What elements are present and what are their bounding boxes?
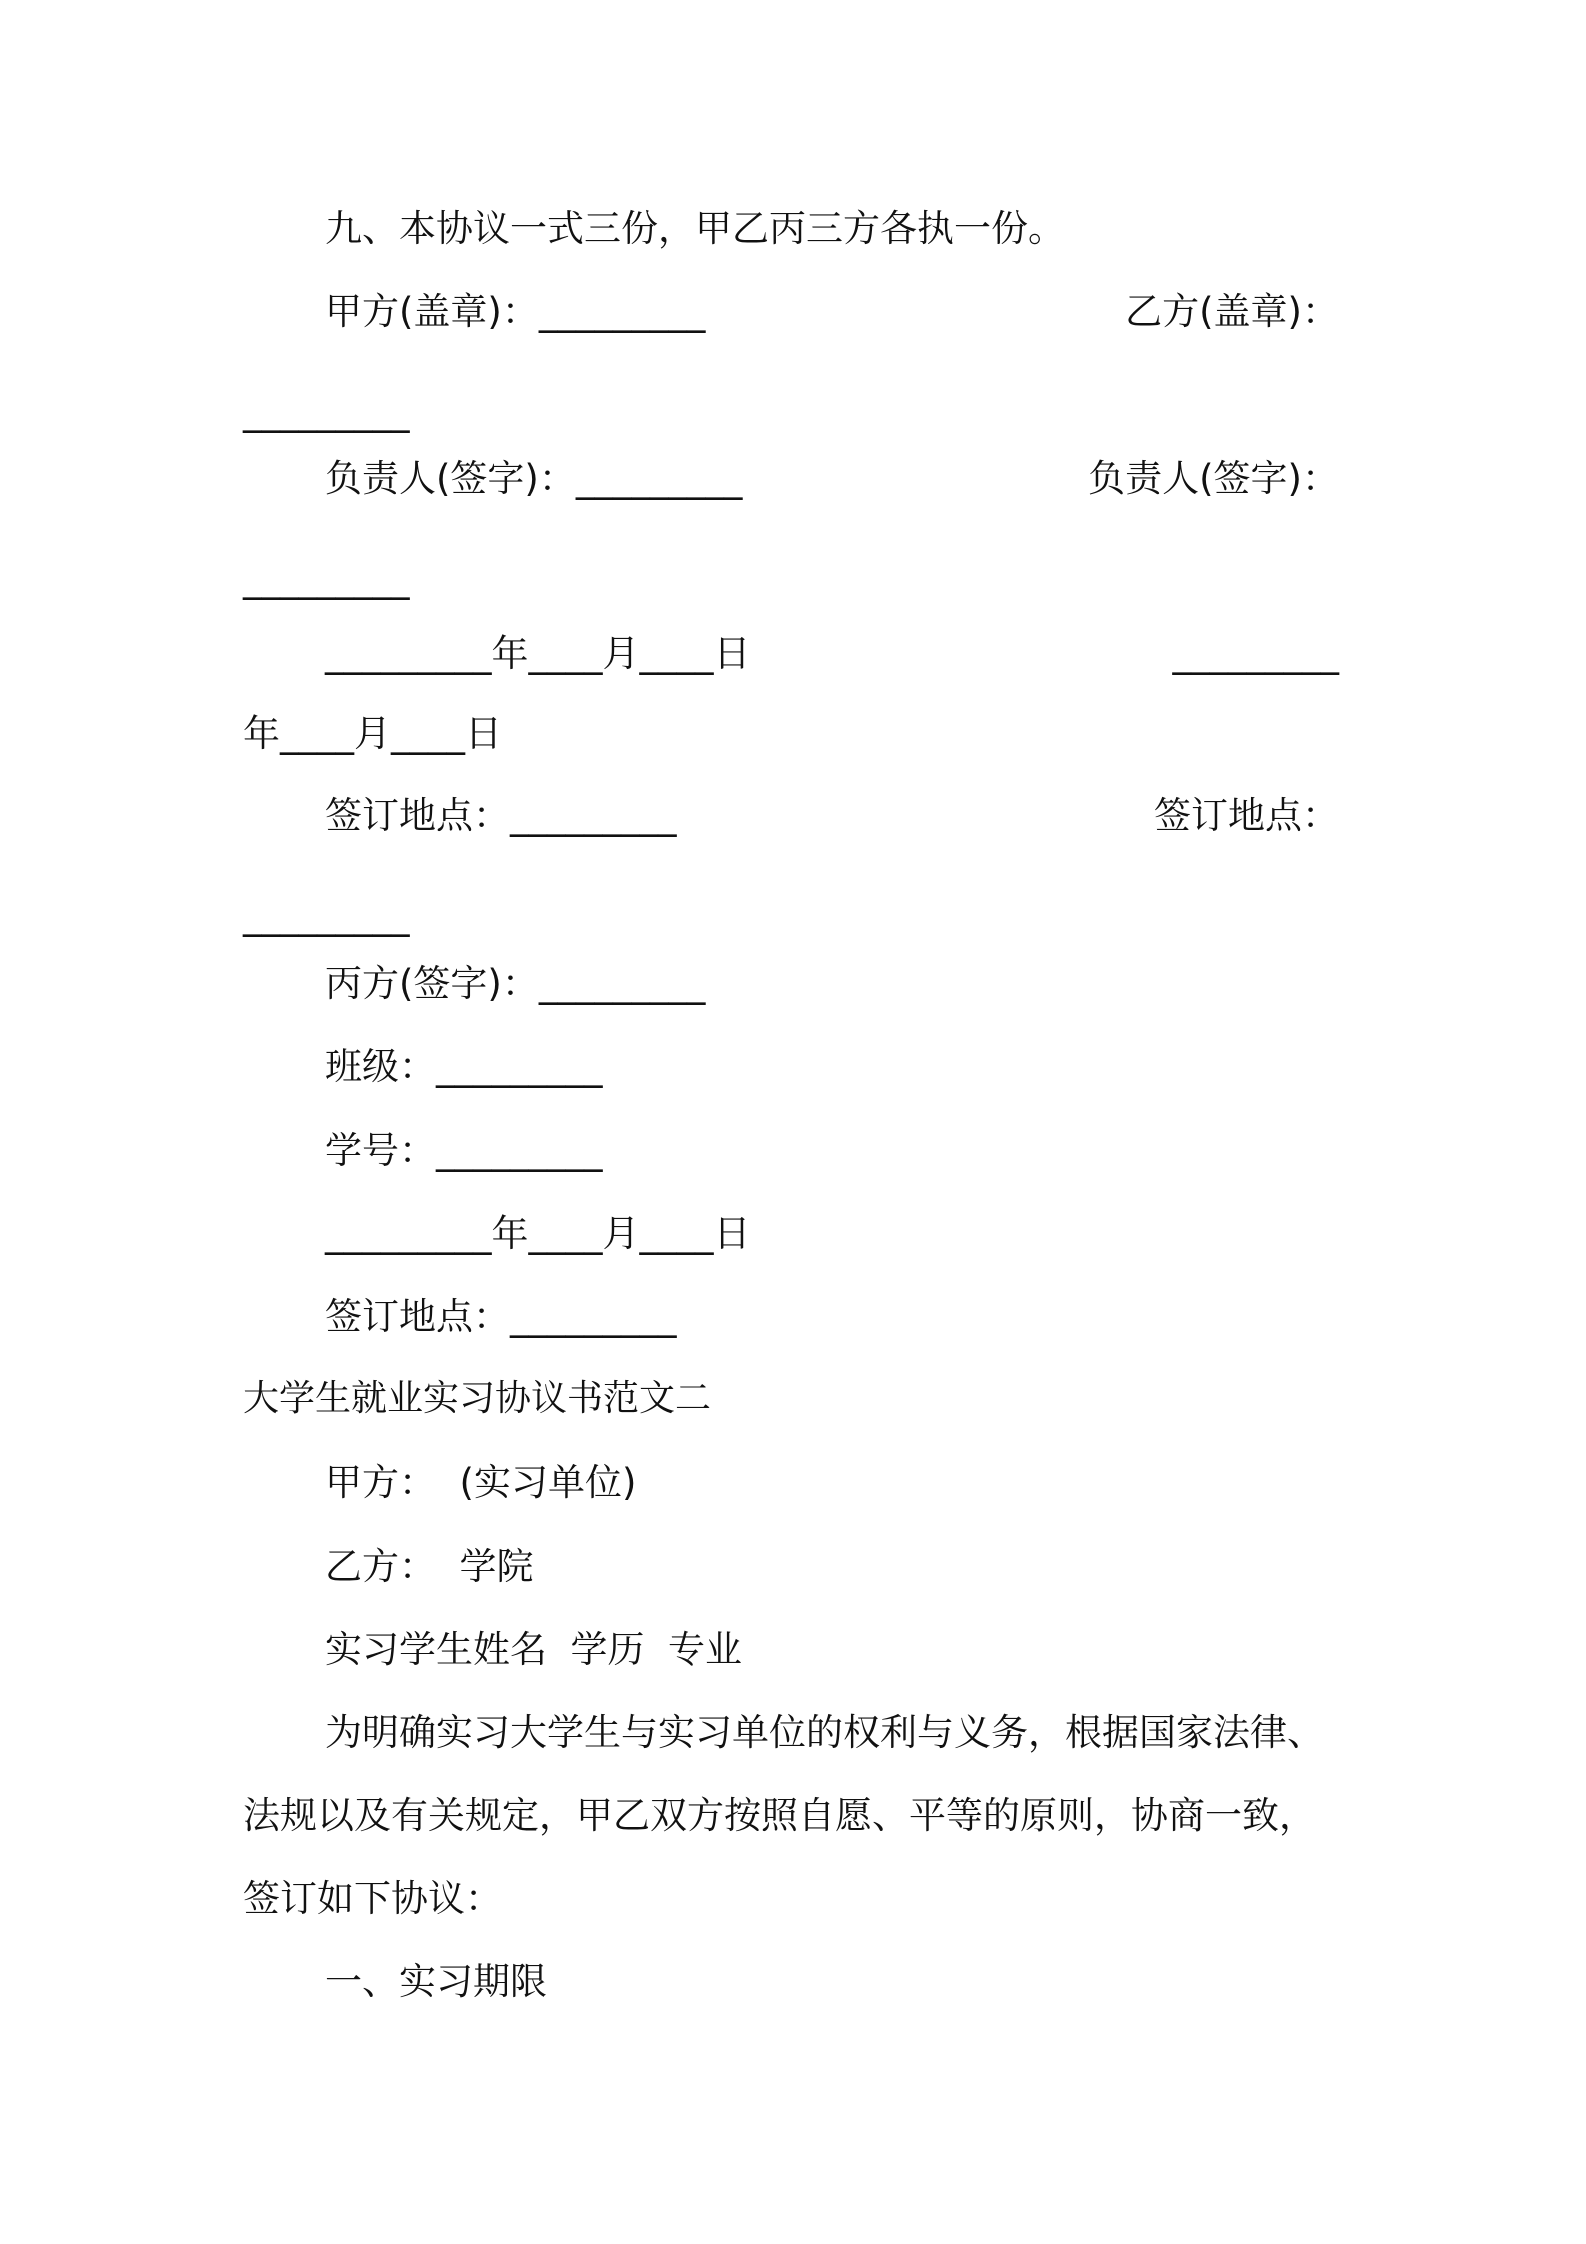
party-c-signature: 丙方(签字)：_________ xyxy=(325,962,706,1005)
signing-place-b-label: 签订地点： xyxy=(1154,794,1339,837)
person-in-charge-a: 负责人(签字)：_________ xyxy=(325,457,743,500)
intro-paragraph-line-2: 法规以及有关规定，甲乙双方按照自愿、平等的原则，协商一致， xyxy=(243,1794,1316,1837)
party-b-college: 乙方： 学院 xyxy=(325,1545,534,1588)
party-b-seal-blank: _________ xyxy=(243,390,410,433)
class-field: 班级：_________ xyxy=(325,1045,603,1088)
party-a-internship-unit: 甲方： (实习单位) xyxy=(325,1461,637,1504)
date-line-b-blank: _________ xyxy=(1172,632,1339,675)
signing-place-c: 签订地点：_________ xyxy=(325,1295,677,1338)
person-in-charge-b-blank: _________ xyxy=(243,557,410,600)
party-b-seal-label: 乙方(盖章)： xyxy=(1125,290,1339,333)
student-id-field: 学号：_________ xyxy=(325,1129,603,1172)
intro-paragraph-line-1: 为明确实习大学生与实习单位的权利与义务，根据国家法律、 xyxy=(325,1711,1324,1754)
date-line-c: _________年____月____日 xyxy=(325,1212,751,1255)
date-line-b: 年____月____日 xyxy=(243,712,502,755)
date-line-a: _________年____月____日 xyxy=(325,632,751,675)
section-title: 大学生就业实习协议书范文二 xyxy=(243,1378,712,1419)
student-info-fields: 实习学生姓名 学历 专业 xyxy=(325,1628,743,1671)
clause-nine: 九、本协议一式三份，甲乙丙三方各执一份。 xyxy=(325,207,1065,250)
party-a-seal-line: 甲方(盖章)：_________ xyxy=(325,290,706,333)
clause-one-heading: 一、实习期限 xyxy=(325,1960,547,2003)
signing-place-b-blank: _________ xyxy=(243,894,410,937)
signing-place-a: 签订地点：_________ xyxy=(325,794,677,837)
intro-paragraph-line-3: 签订如下协议： xyxy=(243,1877,502,1920)
person-in-charge-b-label: 负责人(签字)： xyxy=(1088,457,1339,500)
